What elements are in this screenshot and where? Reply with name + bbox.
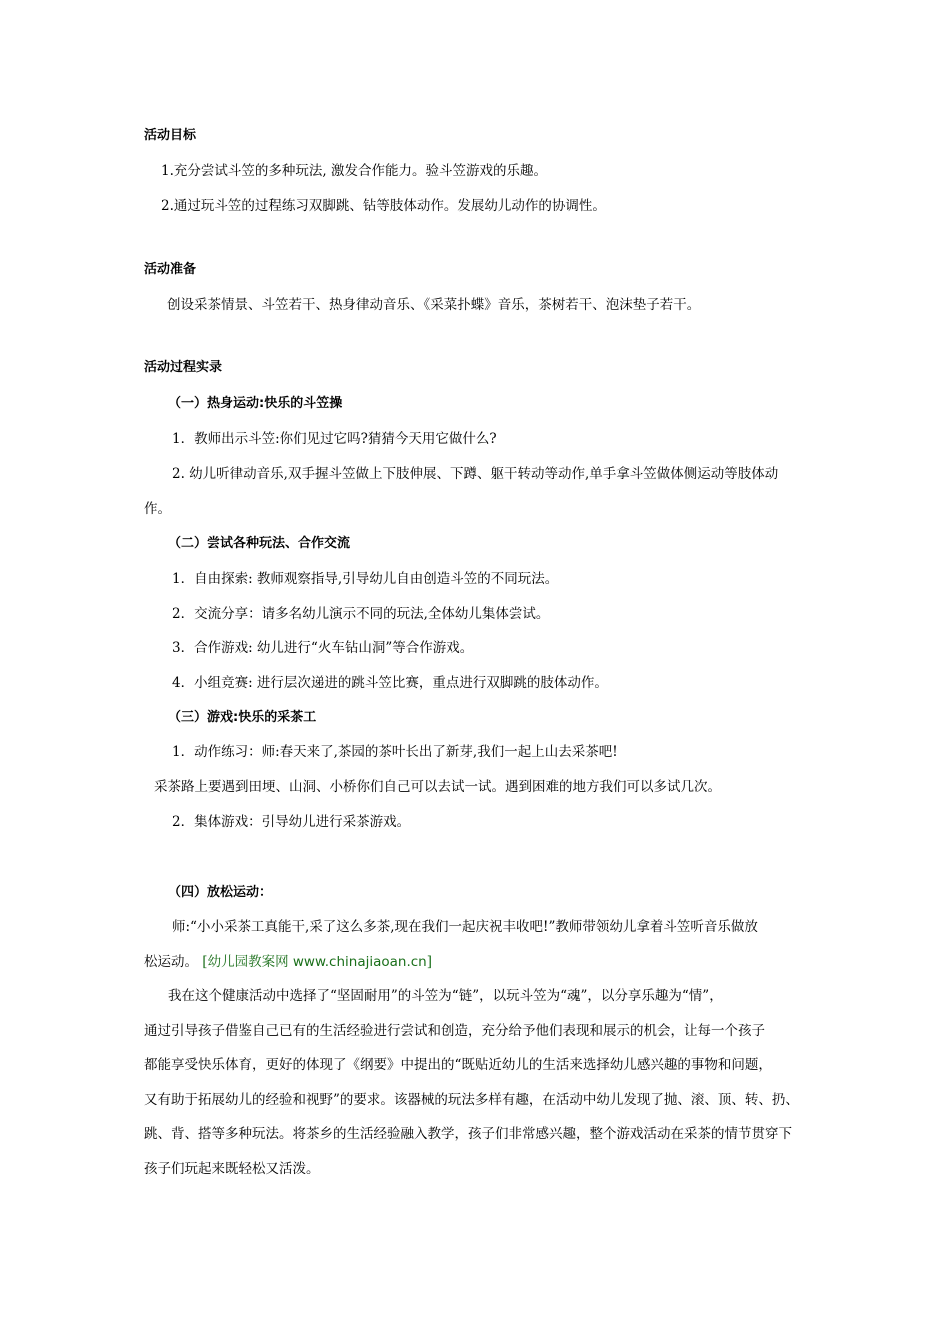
part1-item-2-cont: 作。: [144, 501, 171, 517]
part1-item-1: 1．教师出示斗笠:你们见过它吗?猜猜今天用它做什么?: [172, 431, 497, 447]
part1-item-2: 2. 幼儿听律动音乐,双手握斗笠做上下肢伸展、下蹲、躯干转动等动作,单手拿斗笠做体侧运动等肢体动: [172, 466, 779, 482]
process-heading: 活动过程实录: [144, 360, 223, 375]
part1-title: （一）热身运动:快乐的斗笠操: [168, 396, 343, 411]
prep-text: 创设采茶情景、斗笠若干、热身律动音乐、《采菜扑蝶》音乐，茶树若干、泡沫垫子若干。: [167, 297, 701, 313]
part3-item-1: 1．动作练习：师:春天来了,茶园的茶叶长出了新芽,我们一起上山去采茶吧!: [172, 744, 618, 760]
part4-line-2-text: 松运动。: [144, 954, 198, 970]
part3-item-2: 2．集体游戏：引导幼儿进行采茶游戏。: [172, 814, 411, 830]
prep-heading: 活动准备: [144, 262, 197, 277]
goal-item-2: 2.通过玩斗笠的过程练习双脚跳、钻等肢体动作。发展幼儿动作的协调性。: [161, 198, 606, 214]
part3-title: （三）游戏:快乐的采茶工: [168, 710, 317, 725]
part4-line-1: 师:“小小采茶工真能干,采了这么多茶,现在我们一起庆祝丰收吧!”教师带领幼儿拿着斗笠听音乐做放: [172, 919, 758, 935]
source-prefix: [幼儿园教案网: [202, 954, 293, 970]
part2-item-2: 2．交流分享：请多名幼儿演示不同的玩法,全体幼儿集体尝试。: [172, 606, 550, 622]
source-link[interactable]: [202, 954, 432, 970]
reflection-line-6: 孩子们玩起来既轻松又活泼。: [144, 1161, 320, 1177]
reflection-line-1: 我在这个健康活动中选择了“坚固耐用”的斗笠为“链”，以玩斗笠为“魂”，以分享乐趣为“情”，: [168, 988, 723, 1004]
goal-item-1: 1.充分尝试斗笠的多种玩法, 激发合作能力。验斗笠游戏的乐趣。: [161, 163, 547, 179]
part2-title: （二）尝试各种玩法、合作交流: [168, 536, 351, 551]
source-suffix: ]: [426, 954, 433, 970]
part2-item-1: 1．自由探索: 教师观察指导,引导幼儿自由创造斗笠的不同玩法。: [172, 571, 559, 587]
part4-line-2: [144, 952, 432, 972]
part4-title: （四）放松运动：: [168, 885, 273, 900]
part2-item-3: 3．合作游戏: 幼儿进行“火车钻山洞”等合作游戏。: [172, 640, 474, 656]
part3-item-1-cont: 采茶路上要遇到田埂、山洞、小桥你们自己可以去试一试。遇到困难的地方我们可以多试几次。: [154, 779, 721, 795]
reflection-line-5: 跳、背、搭等多种玩法。将茶乡的生活经验融入教学，孩子们非常感兴趣，整个游戏活动在采茶的情节贯穿下: [144, 1126, 792, 1142]
goals-heading: 活动目标: [144, 128, 197, 143]
source-url: www.chinajiaoan.cn: [292, 954, 427, 970]
reflection-line-2: 通过引导孩子借鉴自己已有的生活经验进行尝试和创造，充分给予他们表现和展示的机会，让每一个孩子: [144, 1023, 765, 1039]
reflection-line-3: 都能享受快乐体育，更好的体现了《纲要》中提出的“既贴近幼儿的生活来选择幼儿感兴趣的事物和问题，: [144, 1057, 772, 1073]
part2-item-4: 4．小组竞赛: 进行层次递进的跳斗笠比赛，重点进行双脚跳的肢体动作。: [172, 675, 608, 691]
reflection-line-4: 又有助于拓展幼儿的经验和视野”的要求。该器械的玩法多样有趣，在活动中幼儿发现了抛、滚、顶、转、扔、: [144, 1092, 799, 1108]
